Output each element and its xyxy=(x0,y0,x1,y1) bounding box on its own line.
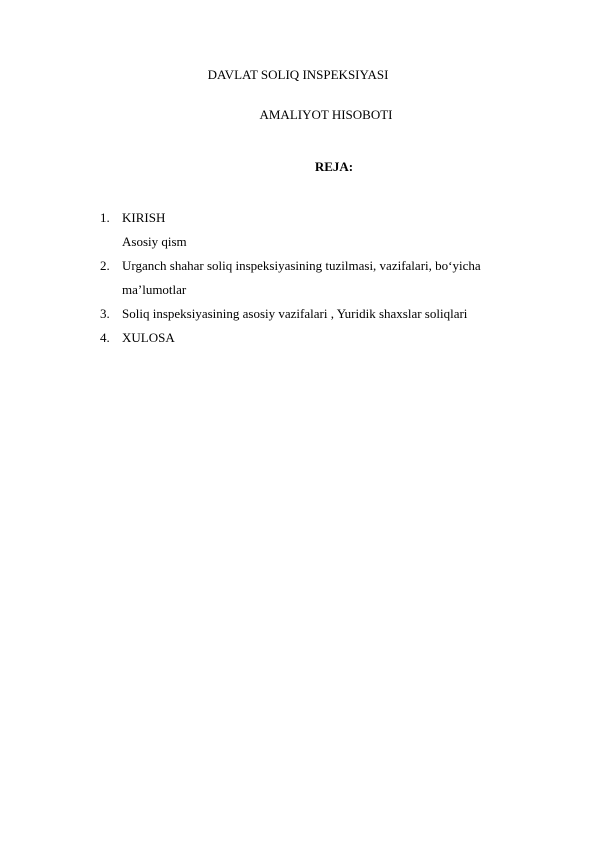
list-item-text: XULOSA xyxy=(122,330,175,345)
list-item xyxy=(100,254,570,302)
list-item-subtext: ma’lumotlar xyxy=(122,282,187,297)
plan-title: REJA: xyxy=(314,159,354,174)
list-item xyxy=(100,206,570,254)
list-item-number: 3. xyxy=(100,306,110,321)
list-item-text: Urganch shahar soliq inspeksiyasining tuzilmasi, vazifalari, bo‘yicha xyxy=(122,258,481,273)
list-item-number: 2. xyxy=(100,258,110,273)
list-item-number: 4. xyxy=(100,330,110,345)
list-item-number: 1. xyxy=(100,210,110,225)
list-item-text: Soliq inspeksiyasining asosiy vazifalari , Yuridik shaxslar soliqlari xyxy=(122,306,468,321)
report-title: AMALIYOT HISOBOTI xyxy=(259,107,393,122)
list-item xyxy=(100,326,570,350)
list-item-text: KIRISH xyxy=(122,210,166,225)
list-item xyxy=(100,302,570,326)
plan-list xyxy=(100,206,570,350)
document-heading: DAVLAT SOLIQ INSPEKSIYASI xyxy=(207,67,389,82)
list-item-subtext: Asosiy qism xyxy=(122,234,187,249)
